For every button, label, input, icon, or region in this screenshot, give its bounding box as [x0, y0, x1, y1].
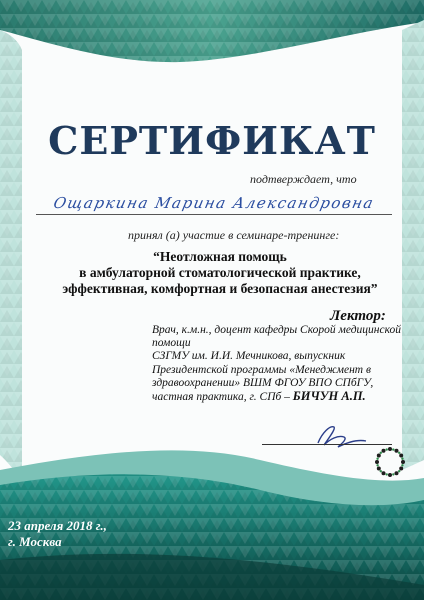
lector-description [152, 324, 402, 404]
signature-icon [300, 415, 380, 455]
lector-label: Лектор: [330, 308, 386, 324]
date-location [8, 518, 107, 550]
wreath-logo-icon [372, 444, 408, 480]
lector-desc-2: СЗГМУ им. И.И. Мечникова, выпускник Президентской программы «Менеджмент в здравоохранении» ВШМ ФГОУ ВПО СПбГУ, частная практика, г. СПб – [152, 350, 374, 404]
participated-text: принял (а) участие в семинаре-тренинге: [128, 228, 340, 242]
date-text: 23 апреля 2018 г., [8, 518, 107, 533]
seminar-title [30, 249, 410, 297]
confirms-text: подтверждает, что [250, 172, 357, 186]
lector-name: БИЧУН А.П. [292, 389, 366, 404]
recipient-name: Ощаркина Марина Александровна [51, 194, 377, 212]
seminar-line-2: в амбулаторной стоматологической практике, [79, 265, 361, 280]
certificate-title: СЕРТИФИКАТ [48, 118, 376, 163]
location-text: г. Москва [8, 534, 62, 549]
seminar-line-3: эффективная, комфортная и безопасная анестезия” [62, 281, 378, 296]
recipient-underline [36, 214, 392, 215]
seminar-line-1: “Неотложная помощь [153, 249, 287, 264]
lector-desc-1: Врач, к.м.н., доцент кафедры Скорой медицинской помощи [152, 324, 402, 350]
